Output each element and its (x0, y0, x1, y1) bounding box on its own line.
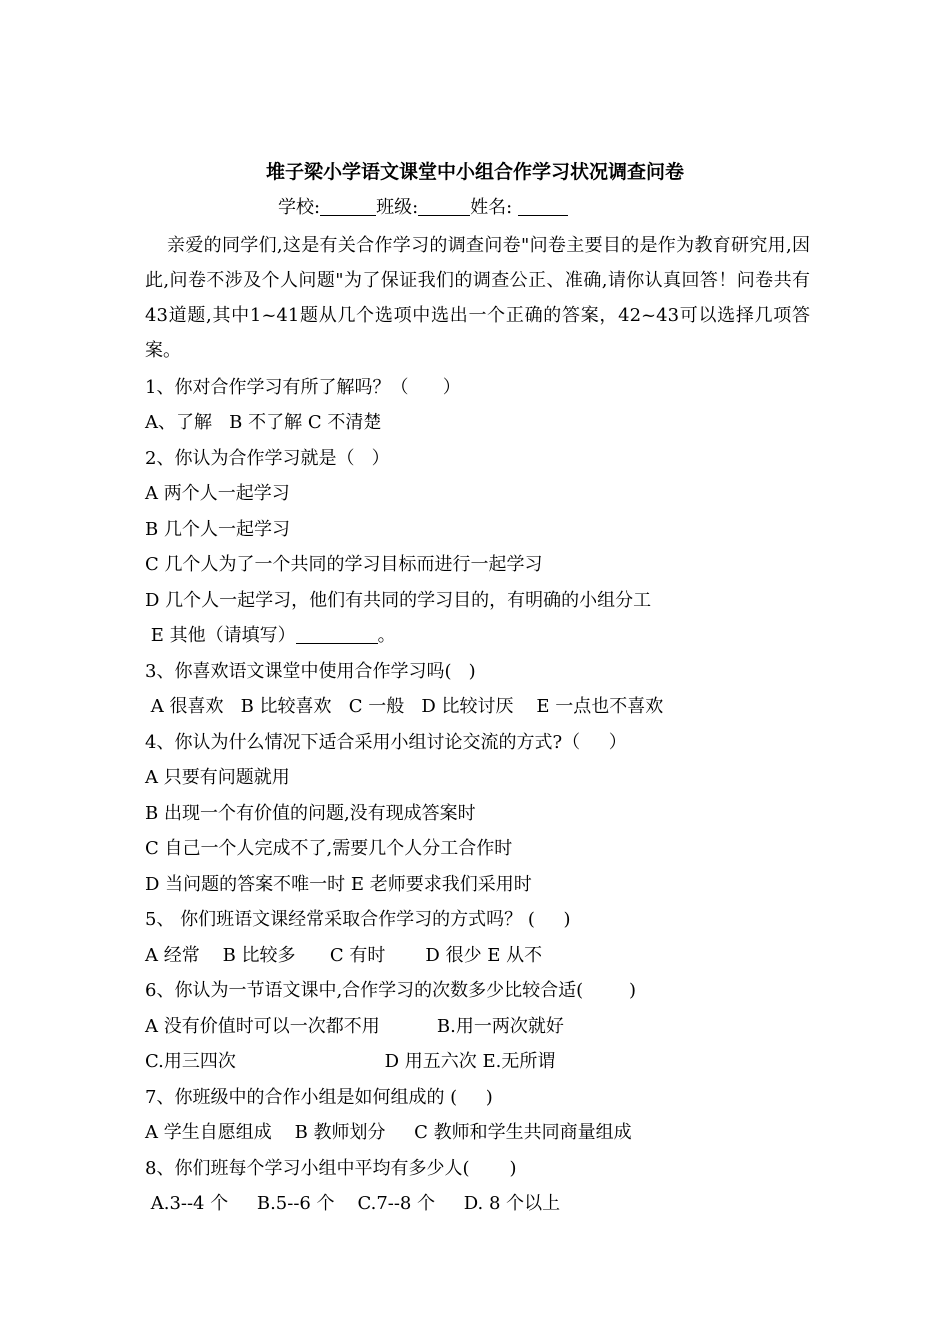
school-blank[interactable] (320, 195, 376, 216)
name-label: 姓名: (470, 197, 513, 218)
question-7: 7、你班级中的合作小组是如何组成的 ( ) (145, 1087, 493, 1108)
question-1: 1、你对合作学习有所了解吗？（ ） (145, 377, 461, 398)
name-blank[interactable] (518, 195, 568, 216)
question-4: 4、你认为什么情况下适合采用小组讨论交流的方式?（ ） (145, 732, 627, 753)
question-8-options: A.3--4 个 B.5--6 个 C.7--8 个 D. 8 个以上 (145, 1193, 561, 1214)
question-2-option-d: D 几个人一起学习，他们有共同的学习目的，有明确的小组分工 (145, 590, 652, 611)
question-6-options-2: C.用三四次 D 用五六次 E.无所谓 (145, 1051, 556, 1072)
question-1-options: A、了解 B 不了解 C 不清楚 (145, 412, 382, 433)
question-5-options: A 经常 B 比较多 C 有时 D 很少 E 从不 (145, 945, 543, 966)
question-2: 2、你认为合作学习就是（ ） (145, 448, 390, 469)
question-3-options: A 很喜欢 B 比较喜欢 C 一般 D 比较讨厌 E 一点也不喜欢 (145, 696, 664, 717)
page-title: 堆子梁小学语文课堂中小组合作学习状况调查问卷 (265, 161, 684, 183)
intro-paragraph: 亲爱的同学们,这是有关合作学习的调查问卷"问卷主要目的是作为教育研究用,因此,问卷不涉及个人问题"为了保证我们的调查公正、准确,请你认真回答！问卷共有43道题,其中1~41题从几个选项中选出一个正确的答案，42~43可以选择几项答案。 (145, 235, 810, 361)
question-7-options: A 学生自愿组成 B 教师划分 C 教师和学生共同商量组成 (145, 1122, 632, 1143)
class-blank[interactable] (418, 195, 470, 216)
question-4-option-b: B 出现一个有价值的问题,没有现成答案时 (145, 803, 476, 824)
question-6-options-1: A 没有价值时可以一次都不用 B.用一两次就好 (145, 1016, 564, 1037)
question-4-option-a: A 只要有问题就用 (145, 767, 290, 788)
question-2-option-b: B 几个人一起学习 (145, 519, 290, 540)
question-8: 8、你们班每个学习小组中平均有多少人( ) (145, 1158, 517, 1179)
question-2-option-e-row (145, 623, 396, 649)
question-2-option-e: E 其他（请填写） (145, 625, 296, 646)
fill-end-mark: 。 (377, 625, 396, 646)
question-3: 3、你喜欢语文课堂中使用合作学习吗( ) (145, 661, 476, 682)
question-2-option-c: C 几个人为了一个共同的学习目标而进行一起学习 (145, 554, 543, 575)
class-label: 班级: (376, 197, 419, 218)
question-5: 5、 你们班语文课经常采取合作学习的方式吗？ ( ) (145, 909, 571, 930)
question-2-option-a: A 两个人一起学习 (145, 483, 290, 504)
question-6: 6、你认为一节语文课中,合作学习的次数多少比较合适( ) (145, 980, 636, 1001)
respondent-info (278, 195, 568, 221)
school-label: 学校: (278, 197, 321, 218)
question-4-option-c: C 自己一个人完成不了,需要几个人分工合作时 (145, 838, 513, 859)
question-4-option-de: D 当问题的答案不唯一时 E 老师要求我们采用时 (145, 874, 532, 895)
other-fill-blank[interactable] (296, 623, 378, 644)
